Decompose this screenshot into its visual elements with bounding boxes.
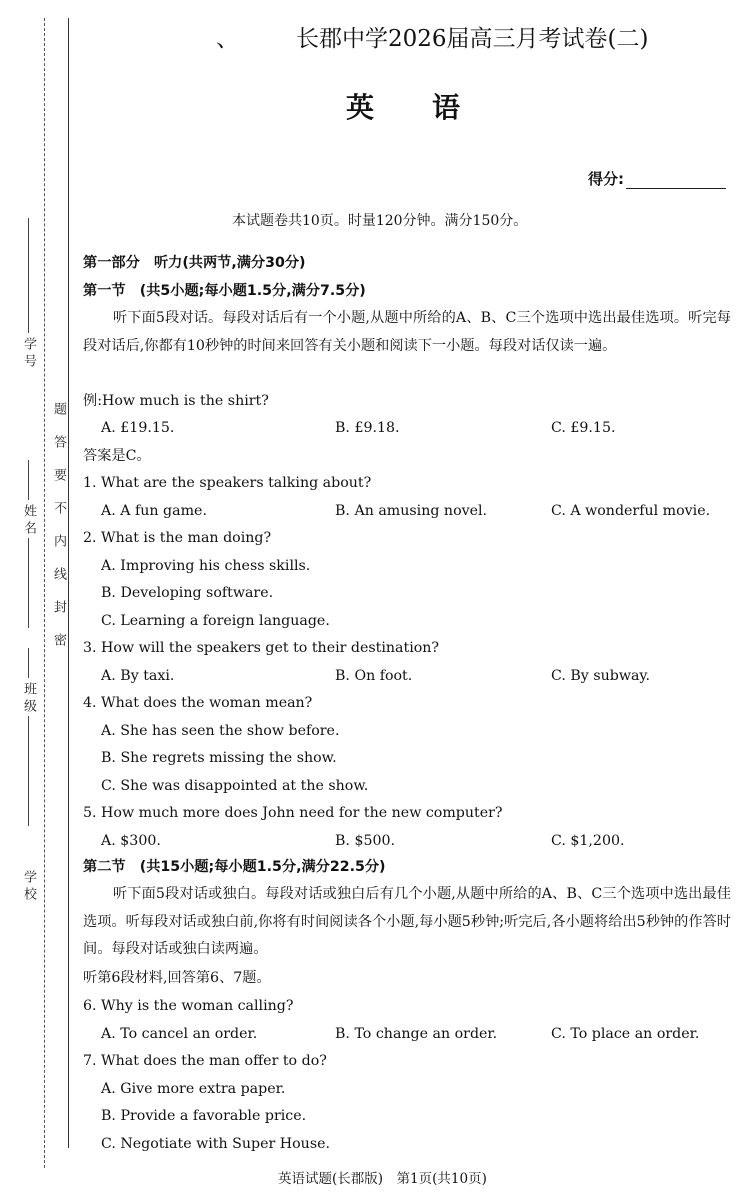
material-note: 听第6段材料,回答第6、7题。 [83, 970, 271, 986]
student-id-label: 学 号 [21, 337, 36, 368]
section2-instructions: 听下面5段对话或独白。每段对话或独白后有几个小题,从题中所给的A、B、C三个选项中选出最佳选项。听每段对话或独白前,你将有时间阅读各个小题,每小题5秒钟;听完后,各小题将给出5秒钟的作答时间。每段对话或独白读两遍。 [83, 886, 731, 957]
q6-option-b: B. To change an order. [335, 1026, 498, 1042]
example-option-c: C. £9.15. [551, 420, 616, 436]
binding-dashed-line [44, 18, 45, 1168]
part1-heading: 第一部分 听力(共两节,满分30分) [83, 255, 306, 271]
q3-option-b: B. On foot. [335, 668, 413, 684]
q5-option-c: C. $1,200. [551, 833, 625, 849]
q1-option-a: A. A fun game. [101, 503, 207, 519]
question-2: 2. What is the man doing? [83, 530, 272, 546]
q2-option-a: A. Improving his chess skills. [101, 558, 311, 574]
q6-option-a: A. To cancel an order. [101, 1026, 258, 1042]
exam-title: 、 长郡中学2026届高三月考试卷(二) [216, 26, 649, 52]
student-id-blank [28, 218, 29, 333]
page-footer: 英语试题(长郡版) 第1页(共10页) [278, 1171, 487, 1187]
question-6: 6. Why is the woman calling? [83, 998, 294, 1014]
question-1: 1. What are the speakers talking about? [83, 475, 372, 491]
q1-option-c: C. A wonderful movie. [551, 503, 711, 519]
example-option-a: A. £19.15. [101, 420, 175, 436]
q7-option-c: C. Negotiate with Super House. [101, 1136, 331, 1152]
binding-solid-line [68, 18, 69, 1148]
section1-instructions: 听下面5段对话。每段对话后有一个小题,从题中所给的A、B、C三个选项中选出最佳选项。听完每段对话后,你都有10秒钟的时间来回答有关小题和阅读下一小题。每段对话仅读一遍。 [83, 310, 731, 354]
name-label: 姓 名 [21, 504, 36, 535]
seal-notice: 题答要不内线封密 [51, 402, 66, 666]
q5-option-a: A. $300. [101, 833, 161, 849]
margin-field-student-id [22, 218, 35, 367]
margin-field-name [22, 460, 35, 628]
class-blank [28, 648, 29, 678]
q2-option-b: B. Developing software. [101, 585, 274, 601]
name-blank-lower [28, 538, 29, 628]
q4-option-c: C. She was disappointed at the show. [101, 778, 369, 794]
q4-option-b: B. She regrets missing the show. [101, 750, 337, 766]
example-question: 例:How much is the shirt? [83, 393, 269, 409]
subject-title: 英语 [346, 91, 519, 124]
score-field [588, 168, 726, 189]
margin-field-class [22, 648, 35, 826]
q2-option-c: C. Learning a foreign language. [101, 613, 330, 629]
question-4: 4. What does the woman mean? [83, 695, 313, 711]
q7-option-a: A. Give more extra paper. [101, 1081, 286, 1097]
example-answer: 答案是C。 [83, 448, 151, 464]
section1-heading: 第一节 (共5小题;每小题1.5分,满分7.5分) [83, 283, 366, 299]
class-blank-lower [28, 716, 29, 826]
q6-option-c: C. To place an order. [551, 1026, 700, 1042]
example-option-b: B. £9.18. [335, 420, 400, 436]
q5-option-b: B. $500. [335, 833, 396, 849]
exam-intro: 本试题卷共10页。时量120分钟。满分150分。 [232, 213, 528, 229]
q3-option-a: A. By taxi. [101, 668, 175, 684]
margin-field-school [22, 870, 35, 900]
q7-option-b: B. Provide a favorable price. [101, 1108, 307, 1124]
q1-option-b: B. An amusing novel. [335, 503, 488, 519]
question-5: 5. How much more does John need for the new computer? [83, 805, 503, 821]
name-blank [28, 460, 29, 500]
question-7: 7. What does the man offer to do? [83, 1053, 327, 1069]
score-blank[interactable] [626, 174, 726, 189]
score-label: 得分: [588, 170, 624, 188]
class-label: 班 级 [21, 682, 36, 713]
exam-title-text: 长郡中学2026届高三月考试卷(二) [296, 26, 649, 52]
q3-option-c: C. By subway. [551, 668, 651, 684]
section2-heading: 第二节 (共15小题;每小题1.5分,满分22.5分) [83, 859, 386, 875]
q4-option-a: A. She has seen the show before. [101, 723, 340, 739]
question-3: 3. How will the speakers get to their destination? [83, 640, 440, 656]
school-label: 学 校 [21, 870, 36, 901]
